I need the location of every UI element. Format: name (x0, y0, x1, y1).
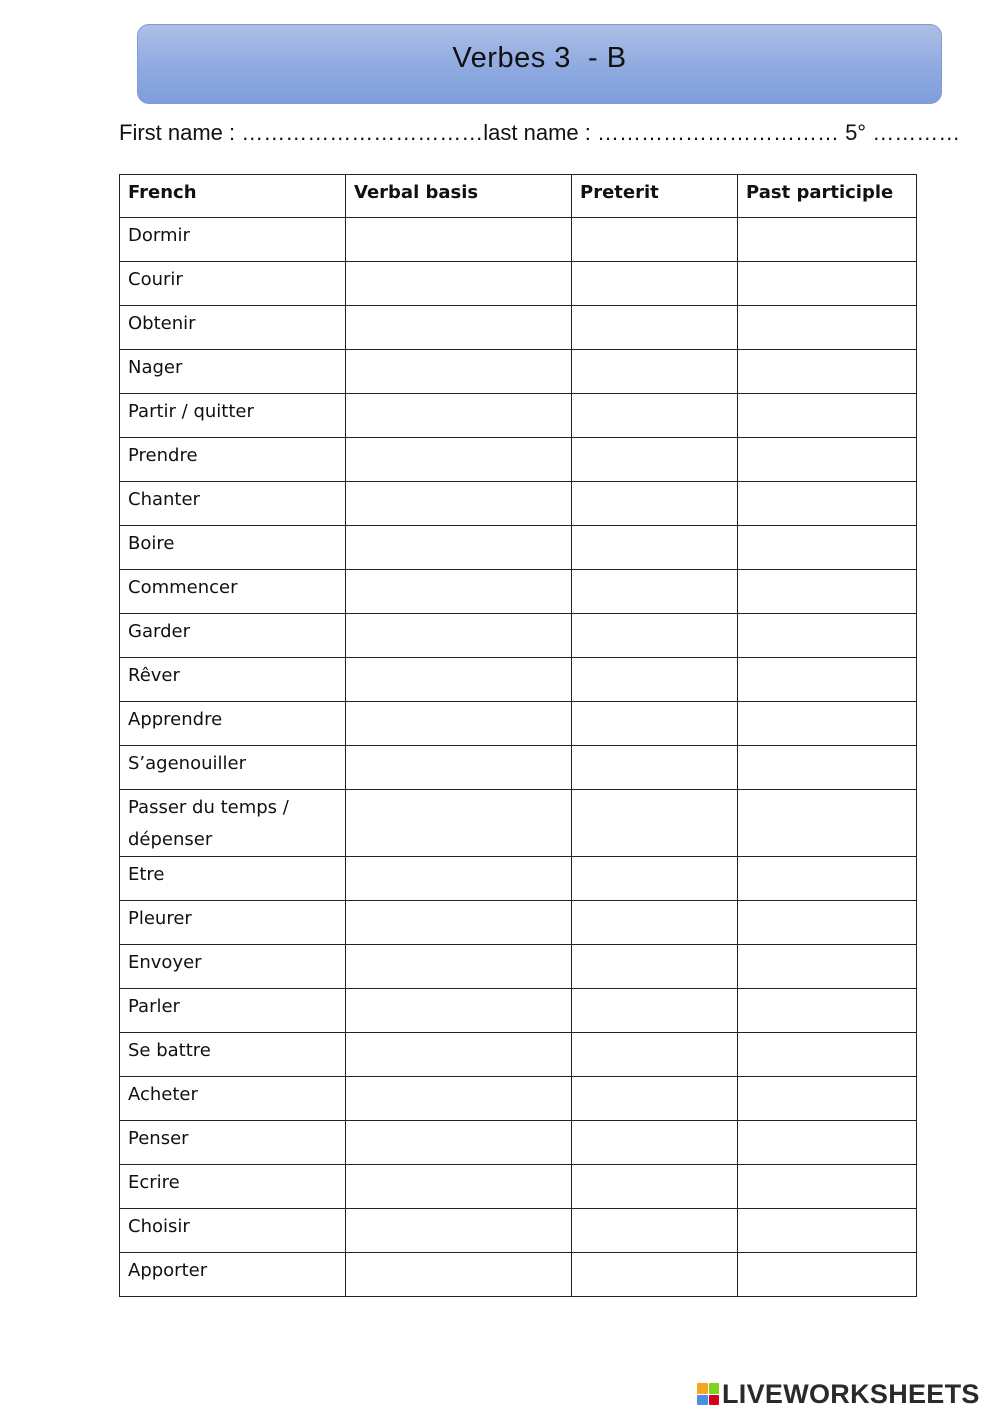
past-participle-cell[interactable] (738, 1165, 917, 1209)
table-row (120, 482, 917, 526)
french-verb: S’agenouiller (120, 746, 346, 790)
verbal-basis-cell[interactable] (346, 1033, 572, 1077)
liveworksheets-logo-icon (697, 1383, 719, 1405)
past-participle-cell[interactable] (738, 482, 917, 526)
french-verb: Partir / quitter (120, 394, 346, 438)
preterit-cell[interactable] (572, 482, 738, 526)
table-row (120, 857, 917, 901)
verbal-basis-cell[interactable] (346, 658, 572, 702)
french-verb: Etre (120, 857, 346, 901)
french-verb: Prendre (120, 438, 346, 482)
preterit-cell[interactable] (572, 989, 738, 1033)
logo-square-4 (709, 1395, 720, 1406)
verbal-basis-cell[interactable] (346, 306, 572, 350)
preterit-cell[interactable] (572, 746, 738, 790)
liveworksheets-logo[interactable] (697, 1380, 980, 1408)
table-row (120, 438, 917, 482)
french-verb: Nager (120, 350, 346, 394)
preterit-cell[interactable] (572, 570, 738, 614)
table-row (120, 394, 917, 438)
past-participle-cell[interactable] (738, 438, 917, 482)
preterit-cell[interactable] (572, 857, 738, 901)
french-verb: Envoyer (120, 945, 346, 989)
verbal-basis-cell[interactable] (346, 945, 572, 989)
past-participle-cell[interactable] (738, 857, 917, 901)
french-verb: Acheter (120, 1077, 346, 1121)
french-verb: Boire (120, 526, 346, 570)
past-participle-cell[interactable] (738, 945, 917, 989)
table-row (120, 1121, 917, 1165)
preterit-cell[interactable] (572, 262, 738, 306)
table-row (120, 1253, 917, 1297)
preterit-cell[interactable] (572, 1033, 738, 1077)
table-row (120, 702, 917, 746)
verbal-basis-cell[interactable] (346, 1253, 572, 1297)
student-name-line: First name : ……………………………last name : …………………………… 5° ………… (119, 120, 961, 145)
verbal-basis-cell[interactable] (346, 857, 572, 901)
verbal-basis-cell[interactable] (346, 262, 572, 306)
preterit-cell[interactable] (572, 394, 738, 438)
verbal-basis-cell[interactable] (346, 1165, 572, 1209)
french-verb: Garder (120, 614, 346, 658)
verbal-basis-cell[interactable] (346, 218, 572, 262)
table-row (120, 262, 917, 306)
past-participle-cell[interactable] (738, 702, 917, 746)
table-row (120, 1165, 917, 1209)
verbal-basis-cell[interactable] (346, 901, 572, 945)
table-row (120, 989, 917, 1033)
french-verb: Rêver (120, 658, 346, 702)
title-banner (137, 24, 942, 104)
table-row (120, 218, 917, 262)
table-row (120, 526, 917, 570)
verbal-basis-cell[interactable] (346, 482, 572, 526)
past-participle-cell[interactable] (738, 350, 917, 394)
french-verb: Dormir (120, 218, 346, 262)
liveworksheets-logo-text: LIVEWORKSHEETS (722, 1378, 980, 1409)
past-participle-cell[interactable] (738, 526, 917, 570)
preterit-cell[interactable] (572, 1253, 738, 1297)
past-participle-cell[interactable] (738, 901, 917, 945)
verbal-basis-cell[interactable] (346, 702, 572, 746)
past-participle-cell[interactable] (738, 570, 917, 614)
french-verb: Obtenir (120, 306, 346, 350)
french-verb: Courir (120, 262, 346, 306)
table-row (120, 1209, 917, 1253)
preterit-cell[interactable] (572, 1121, 738, 1165)
verbal-basis-cell[interactable] (346, 1209, 572, 1253)
worksheet-title: Verbes 3 - B (452, 41, 627, 74)
table-row (120, 1033, 917, 1077)
preterit-cell[interactable] (572, 438, 738, 482)
verbal-basis-cell[interactable] (346, 989, 572, 1033)
preterit-cell[interactable] (572, 945, 738, 989)
french-verb: Choisir (120, 1209, 346, 1253)
preterit-cell[interactable] (572, 1165, 738, 1209)
preterit-cell[interactable] (572, 1209, 738, 1253)
logo-square-1 (697, 1383, 708, 1394)
past-participle-cell[interactable] (738, 790, 917, 857)
table-row (120, 790, 917, 857)
preterit-cell[interactable] (572, 658, 738, 702)
preterit-cell[interactable] (572, 790, 738, 857)
french-verb: Ecrire (120, 1165, 346, 1209)
past-participle-cell[interactable] (738, 989, 917, 1033)
verbal-basis-cell[interactable] (346, 746, 572, 790)
past-participle-cell[interactable] (738, 306, 917, 350)
verbal-basis-cell[interactable] (346, 790, 572, 857)
verbal-basis-cell[interactable] (346, 438, 572, 482)
verbal-basis-cell[interactable] (346, 1121, 572, 1165)
header-past-participle: Past participle (738, 175, 917, 218)
past-participle-cell[interactable] (738, 1033, 917, 1077)
verbal-basis-cell[interactable] (346, 570, 572, 614)
verbal-basis-cell[interactable] (346, 1077, 572, 1121)
past-participle-cell[interactable] (738, 1077, 917, 1121)
header-preterit: Preterit (572, 175, 738, 218)
verb-table (119, 174, 917, 1297)
header-french: French (120, 175, 346, 218)
table-row (120, 901, 917, 945)
french-verb: Apporter (120, 1253, 346, 1297)
past-participle-cell[interactable] (738, 614, 917, 658)
logo-square-3 (697, 1395, 708, 1406)
past-participle-cell[interactable] (738, 262, 917, 306)
table-row (120, 570, 917, 614)
french-verb: Se battre (120, 1033, 346, 1077)
french-verb: Penser (120, 1121, 346, 1165)
table-row (120, 945, 917, 989)
preterit-cell[interactable] (572, 614, 738, 658)
table-row (120, 1077, 917, 1121)
preterit-cell[interactable] (572, 350, 738, 394)
past-participle-cell[interactable] (738, 394, 917, 438)
past-participle-cell[interactable] (738, 1121, 917, 1165)
preterit-cell[interactable] (572, 901, 738, 945)
table-row (120, 614, 917, 658)
preterit-cell[interactable] (572, 1077, 738, 1121)
table-row (120, 746, 917, 790)
french-verb: Apprendre (120, 702, 346, 746)
header-verbal-basis: Verbal basis (346, 175, 572, 218)
table-header-row (120, 175, 917, 218)
french-verb: Commencer (120, 570, 346, 614)
past-participle-cell[interactable] (738, 658, 917, 702)
french-verb: Pleurer (120, 901, 346, 945)
verbal-basis-cell[interactable] (346, 614, 572, 658)
table-row (120, 658, 917, 702)
verbal-basis-cell[interactable] (346, 526, 572, 570)
past-participle-cell[interactable] (738, 746, 917, 790)
french-verb: Passer du temps / dépenser (120, 790, 346, 857)
french-verb: Chanter (120, 482, 346, 526)
preterit-cell[interactable] (572, 306, 738, 350)
past-participle-cell[interactable] (738, 1209, 917, 1253)
table-row (120, 306, 917, 350)
preterit-cell[interactable] (572, 218, 738, 262)
past-participle-cell[interactable] (738, 218, 917, 262)
preterit-cell[interactable] (572, 526, 738, 570)
logo-square-2 (709, 1383, 720, 1394)
preterit-cell[interactable] (572, 702, 738, 746)
verbal-basis-cell[interactable] (346, 350, 572, 394)
past-participle-cell[interactable] (738, 1253, 917, 1297)
french-verb: Parler (120, 989, 346, 1033)
verbal-basis-cell[interactable] (346, 394, 572, 438)
table-row (120, 350, 917, 394)
